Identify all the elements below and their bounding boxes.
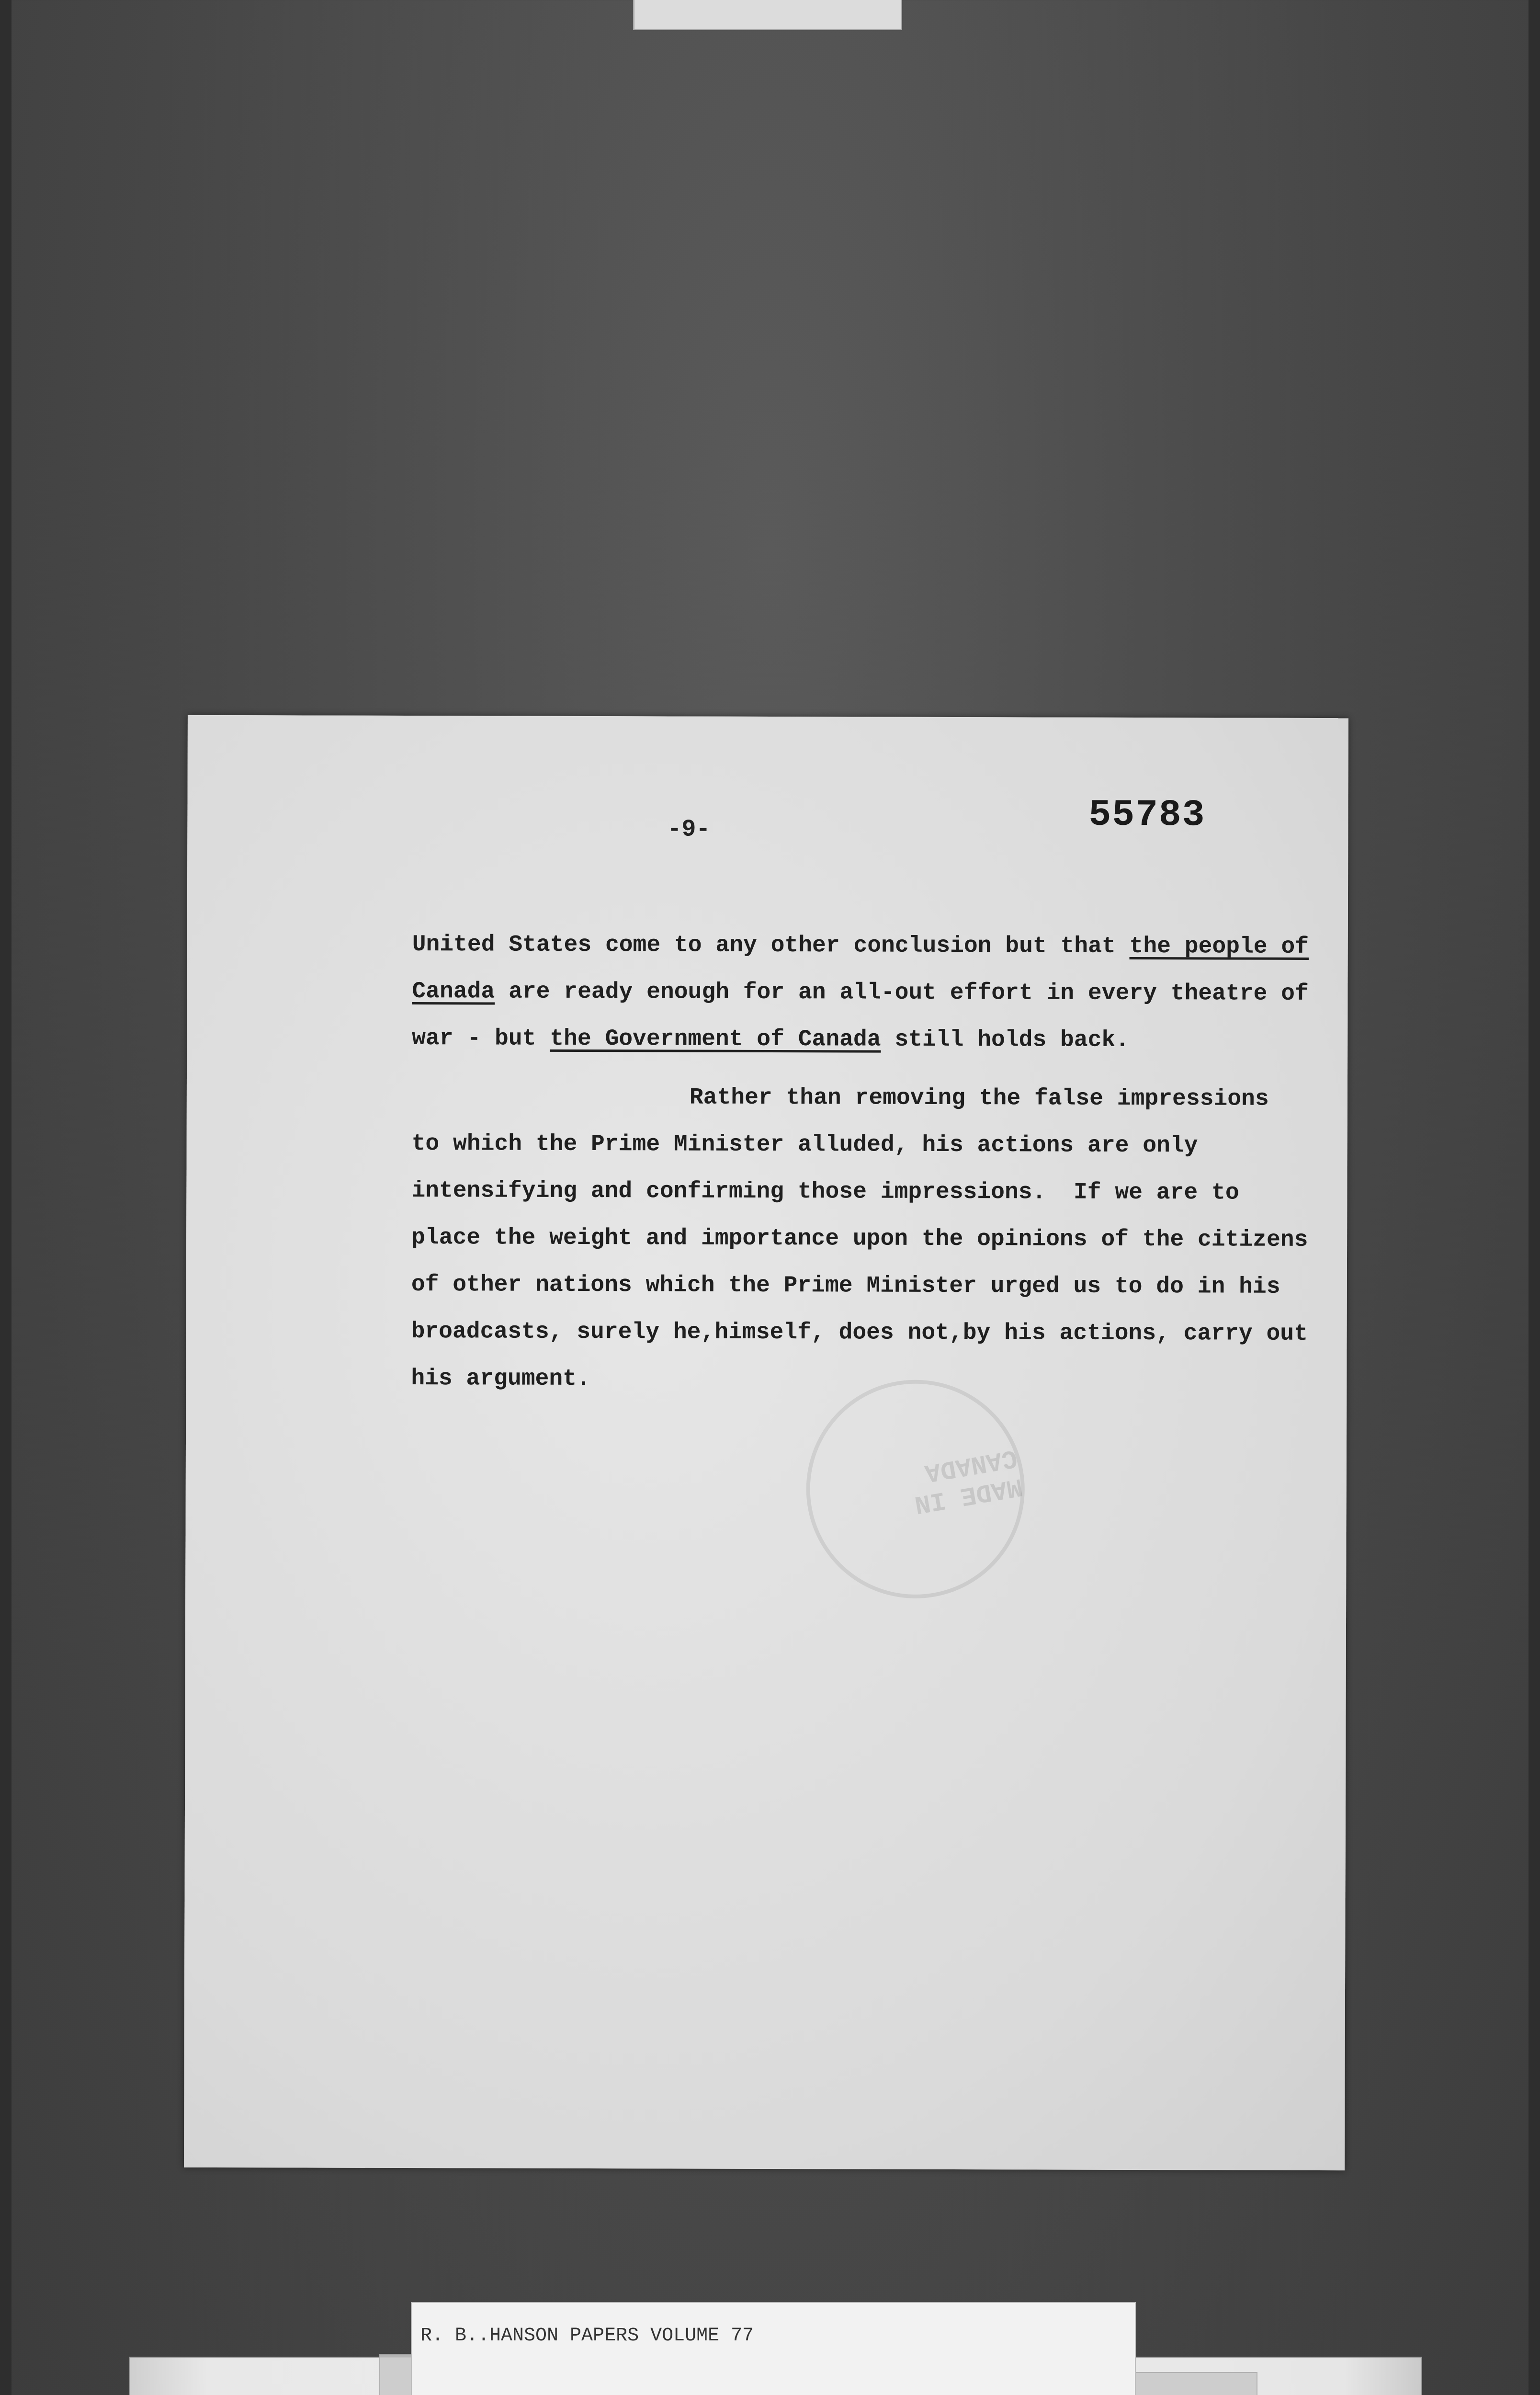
film-edge-left xyxy=(0,0,11,2395)
volume-label xyxy=(411,2302,1136,2395)
page-number: -9- xyxy=(667,816,711,844)
document-page xyxy=(184,715,1348,2170)
text-line-4: Rather than removing the false impressions xyxy=(689,1084,1269,1112)
text-line-5: to which the Prime Minister alluded, his actions are only xyxy=(411,1131,1198,1159)
film-edge-right xyxy=(1529,0,1540,2395)
seal-text: MADE IN CANADA xyxy=(912,1442,1024,1519)
text-line-10: his argument. xyxy=(411,1366,590,1392)
text-line-9: broadcasts, surely he,himself, does not,by his actions, carry out xyxy=(411,1319,1308,1347)
text-line-8: of other nations which the Prime Minister urged us to do in his xyxy=(411,1272,1280,1300)
text-line-2: Canada are ready enough for an all-out effort in every theatre of xyxy=(412,979,1309,1007)
text-line-1: United States come to any other conclusion but that the people of xyxy=(412,932,1309,960)
text-line-7: place the weight and importance upon the opinions of the citizens xyxy=(411,1225,1308,1253)
text-line-6: intensifying and confirming those impressions. If we are to xyxy=(411,1178,1239,1206)
faint-seal xyxy=(789,1363,1042,1615)
top-tab xyxy=(633,0,902,30)
text-line-3: war - but the Government of Canada still holds back. xyxy=(412,1026,1130,1053)
stamp-number: 55783 xyxy=(1088,794,1206,837)
volume-label-text: R. B..HANSON PAPERS VOLUME 77 xyxy=(420,2325,754,2347)
